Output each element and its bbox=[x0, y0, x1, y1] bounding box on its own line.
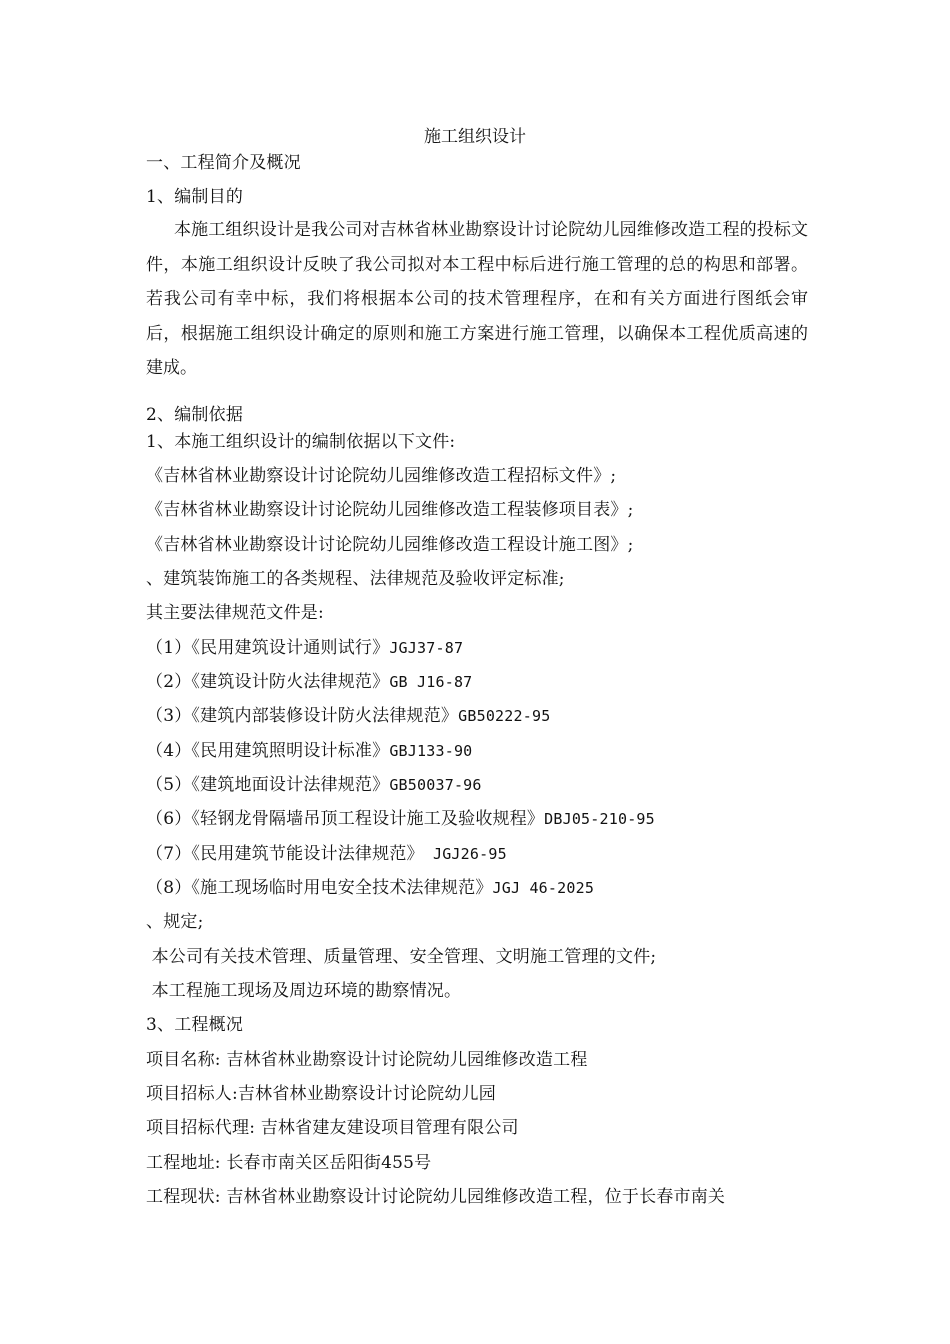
address-line: 工程地址: 长春市南关区岳阳街455号 bbox=[146, 1153, 432, 1173]
subheading-purpose: 1、编制目的 bbox=[146, 187, 244, 207]
regulation-code: JGJ37-87 bbox=[389, 639, 464, 657]
regulation-number: （2） bbox=[146, 672, 192, 692]
regulation-name: 《建筑内部装修设计防火法律规范》 bbox=[191, 706, 459, 726]
regulation-item bbox=[146, 877, 594, 899]
subheading-basis: 2、编制依据 bbox=[146, 405, 244, 425]
regulation-number: （4） bbox=[146, 741, 192, 761]
regulation-number: （5） bbox=[146, 775, 192, 795]
regulation-name: 《建筑地面设计法律规范》 bbox=[191, 775, 390, 795]
regulation-item bbox=[146, 740, 472, 762]
document-title: 施工组织设计 bbox=[424, 127, 526, 147]
agent-line: 项目招标代理: 吉林省建友建设项目管理有限公司 bbox=[146, 1118, 519, 1138]
regulation-name: 《施工现场临时用电安全技术法律规范》 bbox=[191, 878, 493, 898]
standards-line: 、建筑装饰施工的各类规程、法律规范及验收评定标准; bbox=[146, 569, 565, 589]
regulation-name: 《民用建筑节能设计法律规范》 bbox=[191, 844, 424, 864]
regulations-intro: 其主要法律规范文件是: bbox=[146, 603, 324, 623]
regulation-number: （3） bbox=[146, 706, 192, 726]
regulation-number: （1） bbox=[146, 638, 192, 658]
status-line: 工程现状: 吉林省林业勘察设计讨论院幼儿园维修改造工程，位于长春市南关 bbox=[146, 1187, 726, 1207]
project-name-line: 项目名称: 吉林省林业勘察设计讨论院幼儿园维修改造工程 bbox=[146, 1050, 588, 1070]
regulation-code: GB50037-96 bbox=[389, 776, 482, 794]
company-docs-line: 本公司有关技术管理、质量管理、安全管理、文明施工管理的文件; bbox=[146, 947, 657, 967]
basis-intro: 1、本施工组织设计的编制依据以下文件: bbox=[146, 432, 456, 452]
regulation-code: JGJ 46-2025 bbox=[492, 879, 595, 897]
site-survey-line: 本工程施工现场及周边环境的勘察情况。 bbox=[146, 981, 462, 1001]
basis-file-item: 《吉林省林业勘察设计讨论院幼儿园维修改造工程招标文件》; bbox=[146, 466, 617, 486]
regulation-number: （6） bbox=[146, 809, 192, 829]
regulation-name: 《建筑设计防火法律规范》 bbox=[191, 672, 390, 692]
regulation-name: 《民用建筑设计通则试行》 bbox=[191, 638, 390, 658]
regulation-code: GB J16-87 bbox=[389, 673, 473, 691]
tenderer-line: 项目招标人:吉林省林业勘察设计讨论院幼儿园 bbox=[146, 1084, 496, 1104]
subheading-overview: 3、工程概况 bbox=[146, 1015, 244, 1035]
regulation-item bbox=[146, 774, 482, 796]
regulation-number: （7） bbox=[146, 844, 192, 864]
basis-file-item: 《吉林省林业勘察设计讨论院幼儿园维修改造工程设计施工图》; bbox=[146, 535, 634, 555]
regulation-code: GB50222-95 bbox=[458, 707, 551, 725]
regulation-name: 《民用建筑照明设计标准》 bbox=[191, 741, 390, 761]
regulation-item bbox=[146, 671, 472, 693]
regulation-item bbox=[146, 637, 463, 659]
regulation-number: （8） bbox=[146, 878, 192, 898]
regulation-item bbox=[146, 705, 550, 727]
basis-file-item: 《吉林省林业勘察设计讨论院幼儿园维修改造工程装修项目表》; bbox=[146, 500, 634, 520]
regulation-name: 《轻钢龙骨隔墙吊顶工程设计施工及验收规程》 bbox=[191, 809, 545, 829]
regulation-item bbox=[146, 843, 507, 865]
rules-line: 、规定; bbox=[146, 912, 204, 932]
regulation-item bbox=[146, 808, 655, 830]
regulation-code: GBJ133-90 bbox=[389, 742, 473, 760]
regulation-code: JGJ26-95 bbox=[423, 845, 507, 863]
section-heading-overview: 一、工程简介及概况 bbox=[146, 153, 301, 173]
purpose-paragraph: 本施工组织设计是我公司对吉林省林业勘察设计讨论院幼儿园维修改造工程的投标文件，本施工组织设计反映了我公司拟对本工程中标后进行施工管理的总的构思和部署。若我公司有幸中标，我们将根据本公司的技术管理程序，在和有关方面进行图纸会审后，根据施工组织设计确定的原则和施工方案进行施工管理，以确保本工程优质高速的建成。 bbox=[146, 220, 808, 378]
regulation-code: DBJ05-210-95 bbox=[544, 810, 655, 828]
